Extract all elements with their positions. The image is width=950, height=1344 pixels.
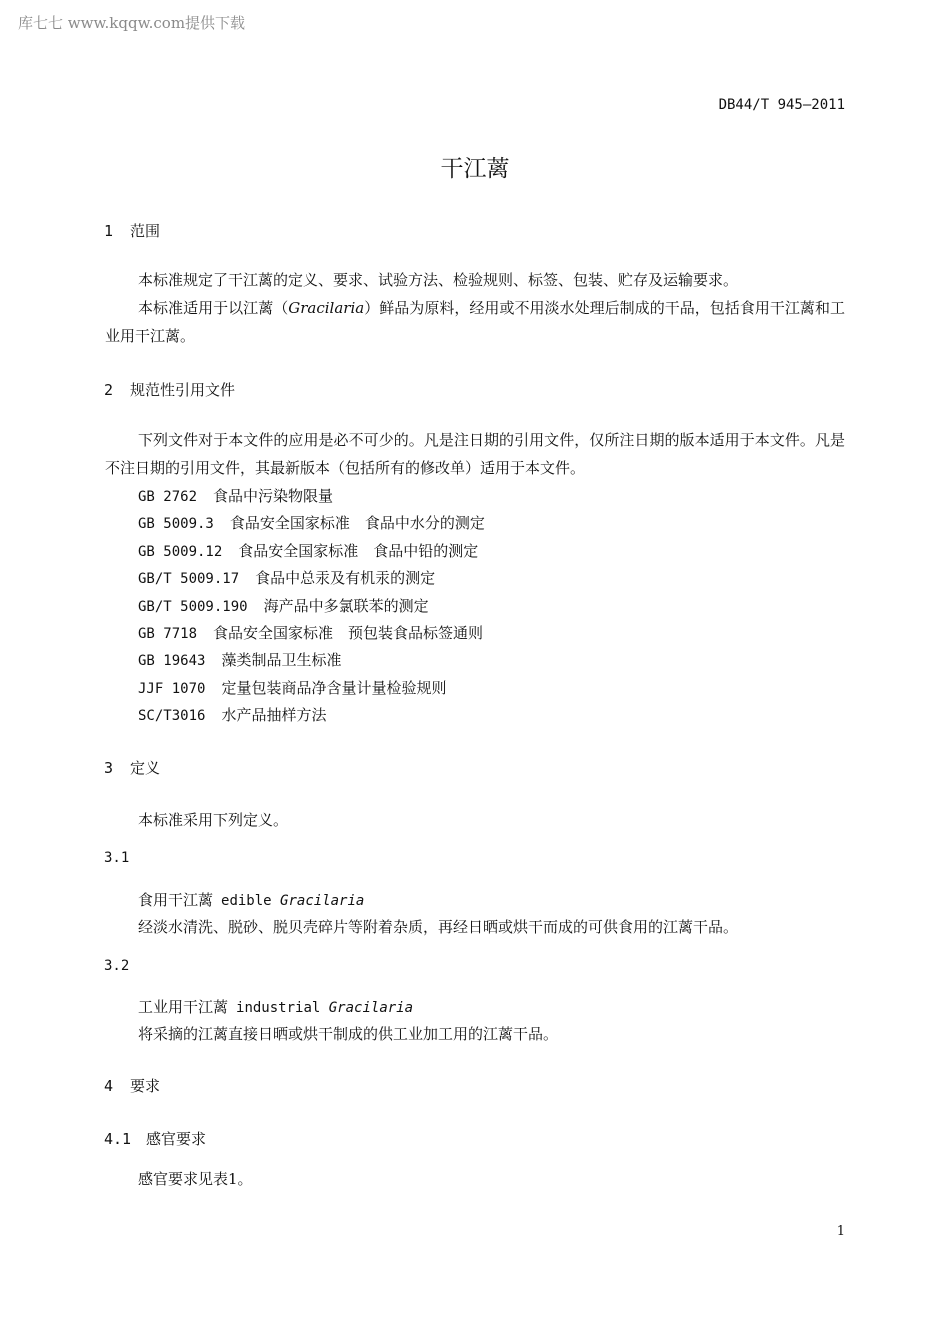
definition-term	[138, 889, 364, 910]
requirements-text: 感官要求见表1。	[138, 1170, 253, 1188]
reference-title: 定量包装商品净含量计量检验规则	[221, 679, 447, 697]
definition-description: 将采摘的江蓠直接日晒或烘干制成的供工业加工用的江蓠干品。	[138, 1025, 559, 1043]
reference-code: GB/T 5009.190	[138, 599, 248, 615]
reference-code: GB 19643	[138, 653, 206, 669]
section-title: 规范性引用文件	[130, 381, 236, 399]
definitions-intro: 本标准采用下列定义。	[138, 811, 289, 829]
section-number: 4	[104, 1077, 114, 1095]
reference-item	[138, 567, 435, 588]
term-en-word: edible	[221, 893, 272, 909]
reference-title: 藻类制品卫生标准	[221, 651, 342, 669]
document-code: DB44/T 945—2011	[718, 97, 845, 113]
section-number: 2	[104, 381, 114, 399]
page-title: 干江蓠	[440, 156, 510, 182]
reference-code: GB 5009.3	[138, 516, 214, 532]
reference-item	[138, 704, 326, 725]
term-en-word: industrial	[236, 1000, 321, 1016]
reference-title: 海产品中多氯联苯的测定	[263, 597, 429, 615]
reference-item	[138, 649, 341, 670]
section-title: 要求	[130, 1077, 161, 1095]
reference-title: 食品中污染物限量	[213, 487, 334, 505]
text-fragment: ）鲜品为原料，经用或不用淡水处理后制成的干品，包括食用干江蓠和工业用干江蓠。	[105, 299, 845, 345]
term-en	[236, 1000, 413, 1016]
reference-code: GB/T 5009.17	[138, 571, 240, 587]
reference-title: 食品中总汞及有机汞的测定	[255, 569, 436, 587]
reference-item	[138, 677, 446, 698]
reference-item	[138, 540, 478, 561]
reference-title: 食品安全国家标准 预包装食品标签通则	[213, 624, 484, 642]
definition-number: 3.2	[104, 958, 130, 974]
scope-paragraph-2	[105, 294, 845, 350]
term-zh: 食用干江蓠	[138, 891, 214, 909]
section-1-heading	[104, 220, 160, 241]
reference-title: 食品安全国家标准 食品中水分的测定	[229, 514, 485, 532]
reference-code: GB 2762	[138, 489, 198, 505]
text-fragment: 本标准适用于以江蓠（	[138, 299, 289, 317]
scope-paragraph-1: 本标准规定了干江蓠的定义、要求、试验方法、检验规则、标签、包装、贮存及运输要求。	[138, 271, 739, 289]
latin-name: Gracilaria	[328, 1000, 414, 1016]
section-2-heading	[104, 379, 235, 400]
reference-code: SC/T3016	[138, 708, 206, 724]
latin-name: Gracilaria	[280, 893, 365, 909]
term-zh: 工业用干江蓠	[138, 998, 229, 1016]
section-3-heading	[104, 757, 160, 778]
section-title: 定义	[130, 759, 161, 777]
reference-code: GB 7718	[138, 626, 198, 642]
reference-item	[138, 512, 485, 533]
watermark: 库七七 www.kqqw.com提供下载	[18, 14, 246, 32]
definition-number: 3.1	[104, 850, 130, 866]
definition-term	[138, 996, 413, 1017]
subsection-number: 4.1	[104, 1130, 132, 1148]
subsection-title: 感官要求	[146, 1130, 207, 1148]
reference-title: 水产品抽样方法	[221, 706, 327, 724]
reference-code: JJF 1070	[138, 681, 206, 697]
term-en	[221, 893, 364, 909]
subsection-4-1-heading	[104, 1128, 206, 1149]
section-4-heading	[104, 1075, 160, 1096]
reference-item	[138, 485, 333, 506]
page-number: 1	[836, 1224, 845, 1239]
section-number: 1	[104, 222, 114, 240]
latin-name: Gracilaria	[288, 299, 365, 317]
section-number: 3	[104, 759, 114, 777]
reference-item	[138, 622, 483, 643]
references-intro: 下列文件对于本文件的应用是必不可少的。凡是注日期的引用文件，仅所注日期的版本适用于本文件。凡是不注日期的引用文件，其最新版本（包括所有的修改单）适用于本文件。	[105, 431, 845, 477]
section-title: 范围	[130, 222, 161, 240]
reference-title: 食品安全国家标准 食品中铅的测定	[238, 542, 479, 560]
definition-description: 经淡水清洗、脱砂、脱贝壳碎片等附着杂质，再经日晒或烘干而成的可供食用的江蓠干品。	[138, 918, 739, 936]
reference-code: GB 5009.12	[138, 544, 223, 560]
reference-item	[138, 595, 429, 616]
